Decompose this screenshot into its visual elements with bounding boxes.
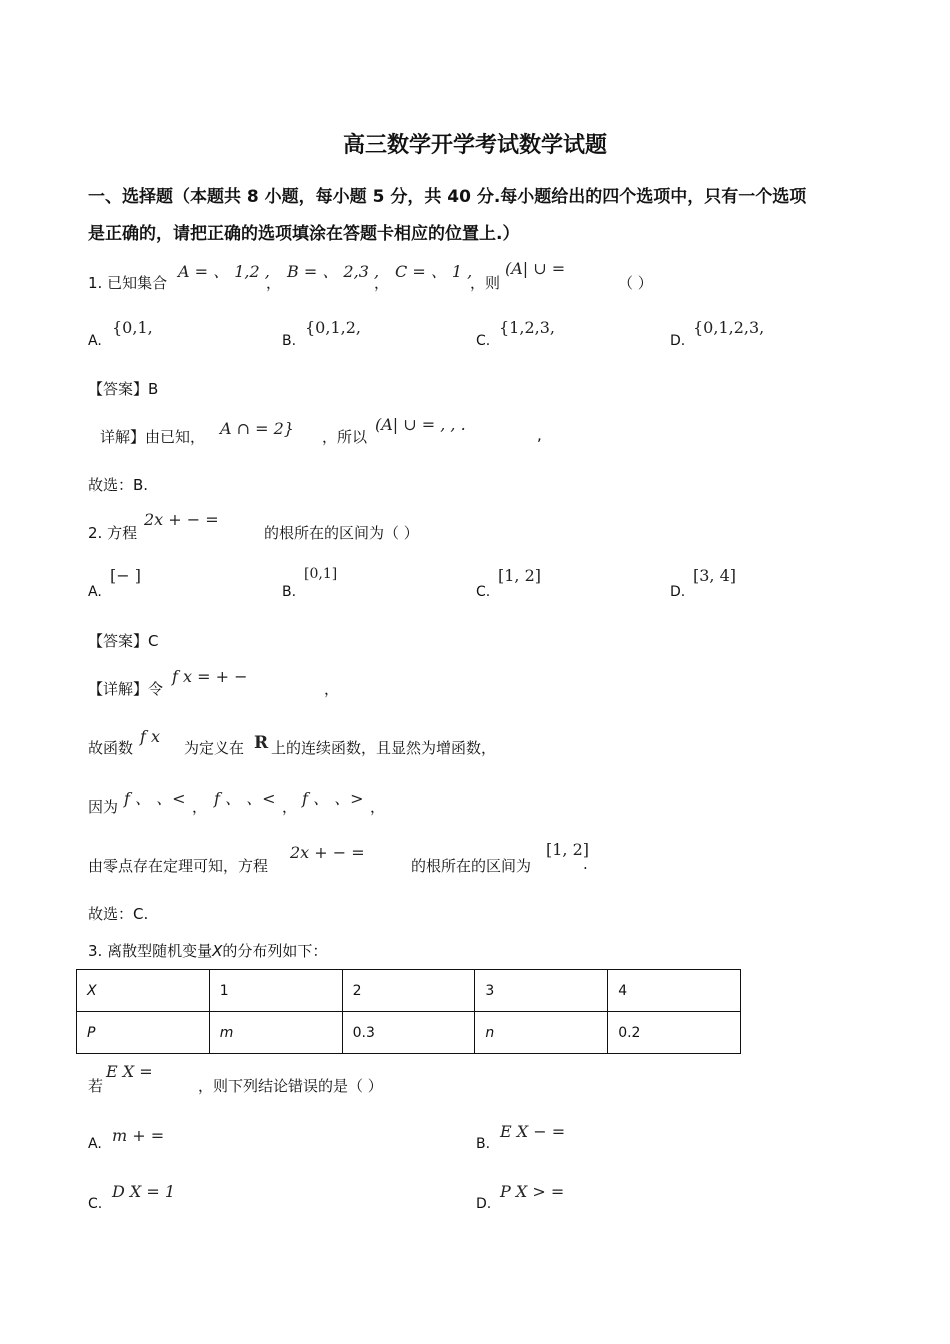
q3-option-d-label: D. [476,1196,492,1212]
q3-option-c-label: C. [88,1196,103,1212]
q1-option-a-label: A. [88,333,102,349]
table-cell: 0.3 [342,1012,475,1054]
q3-stem-end: 的分布列如下： [222,942,328,960]
q1-option-b-label: B. [282,333,297,349]
table-cell: m [209,1012,342,1054]
q2-option-a-math: [− ] [110,566,141,585]
q2-line4-prefix: 由零点存在定理可知，方程 [88,857,269,875]
q2-line3-f2: f 、 、< [214,789,276,808]
q2-detail-end: ， [324,680,340,698]
q2-stem-suffix: 的根所在的区间为（ ） [264,524,419,542]
table-cell: X [77,970,210,1012]
table-cell: 4 [608,970,741,1012]
q2-stem: 2. 方程 [88,524,138,542]
q2-line4-end: . [583,855,588,873]
q2-detail-prefix: 【详解】令 [88,680,164,698]
q2-option-c-math: [1, 2] [498,566,542,585]
q1-paren: （ ） [618,274,653,292]
q2-option-b-math: [0,1] [304,566,338,582]
q3-option-b-label: B. [476,1136,491,1152]
q2-option-a-label: A. [88,584,102,600]
q1-detail-math1: A ∩ = 2} [220,419,294,438]
q1-then: ，则 [470,274,501,292]
q2-option-c-label: C. [476,584,491,600]
q2-line3-prefix: 因为 [88,798,119,816]
q1-conclusion: 故选：B. [88,476,149,494]
table-row [77,1012,741,1054]
q3-stem-text: 3. 离散型随机变量 [88,942,213,960]
q1-detail-end: , [537,426,542,444]
table-cell: n [475,1012,608,1054]
q3-cond-prefix: 若 [88,1077,104,1095]
q2-equation: 2x + − = [144,510,219,529]
q2-line2-suffix: 上的连续函数，且显然为增函数， [271,739,497,757]
table-row [77,970,741,1012]
q2-line2-R: R [254,733,269,753]
q2-option-d-label: D. [670,584,686,600]
q2-line2-prefix: 故函数 [88,739,134,757]
q2-conclusion: 故选：C. [88,905,149,923]
q2-detail-fx: f x = + − [172,667,248,686]
q2-answer: 【答案】C [88,632,159,650]
q1-option-b-math: {0,1,2, [305,318,361,337]
q2-line3-f3: f 、 、> [302,789,364,808]
q3-stem-var: X [212,942,223,960]
q1-detail-prefix: 详解】由已知， [100,428,206,446]
page-title: 高三数学开学考试数学试题 [342,133,607,158]
q3-option-c-math: D X = 1 [112,1182,176,1201]
q1-detail-mid: ，所以 [322,428,368,446]
q1-option-c-math: {1,2,3, [499,318,555,337]
q2-line4-eq: 2x + − = [290,843,365,862]
q2-line3-sep2: ， [282,798,298,816]
q1-set-a: A = 、 1,2 , [178,262,270,281]
q1-option-d-label: D. [670,333,686,349]
q3-option-a-label: A. [88,1136,102,1152]
q1-stem: 1. 已知集合 [88,274,168,292]
table-cell: 0.2 [608,1012,741,1054]
q1-option-c-label: C. [476,333,491,349]
q2-line3-sep1: ， [192,798,208,816]
table-cell: 1 [209,970,342,1012]
table-cell: P [77,1012,210,1054]
q3-option-d-math: P X > = [500,1182,565,1201]
q1-detail-math2: (A| ∪ = , , . [375,415,466,434]
q2-line3-end: ， [370,798,386,816]
q3-option-a-math: m + = [112,1126,165,1145]
q1-sep1: ， [266,274,282,292]
distribution-table [76,969,741,1054]
q2-line2-fx: f x [140,727,161,746]
q1-set-b: B = 、 2,3 , [287,262,380,281]
q2-line3-f1: f 、 、< [124,789,186,808]
q1-set-c: C = 、 1 , [395,262,473,281]
q1-sep2: ， [374,274,390,292]
q3-cond-suffix: ，则下列结论错误的是（ ） [198,1077,383,1095]
q1-answer: 【答案】B [88,380,159,398]
q2-line4-interval: [1, 2] [546,840,590,859]
q1-option-a-math: {0,1, [112,318,153,337]
q2-option-b-label: B. [282,584,297,600]
q3-option-b-math: E X − = [500,1122,566,1141]
section-heading-line1: 一、选择题（本题共 8 小题，每小题 5 分，共 40 分.每小题给出的四个选项中，只有一个选项 [88,187,807,207]
table-cell: 3 [475,970,608,1012]
q2-option-d-math: [3, 4] [693,566,737,585]
q3-cond-math: E X = [106,1062,153,1081]
q1-option-d-math: {0,1,2,3, [693,318,765,337]
q2-line4-mid: 的根所在的区间为 [411,857,532,875]
section-heading-line2: 是正确的，请把正确的选项填涂在答题卡相应的位置上.） [88,224,520,244]
q2-line2-mid: 为定义在 [184,739,245,757]
table-cell: 2 [342,970,475,1012]
q1-expr: (A| ∪ = [505,259,566,278]
q3-stem [88,940,327,961]
